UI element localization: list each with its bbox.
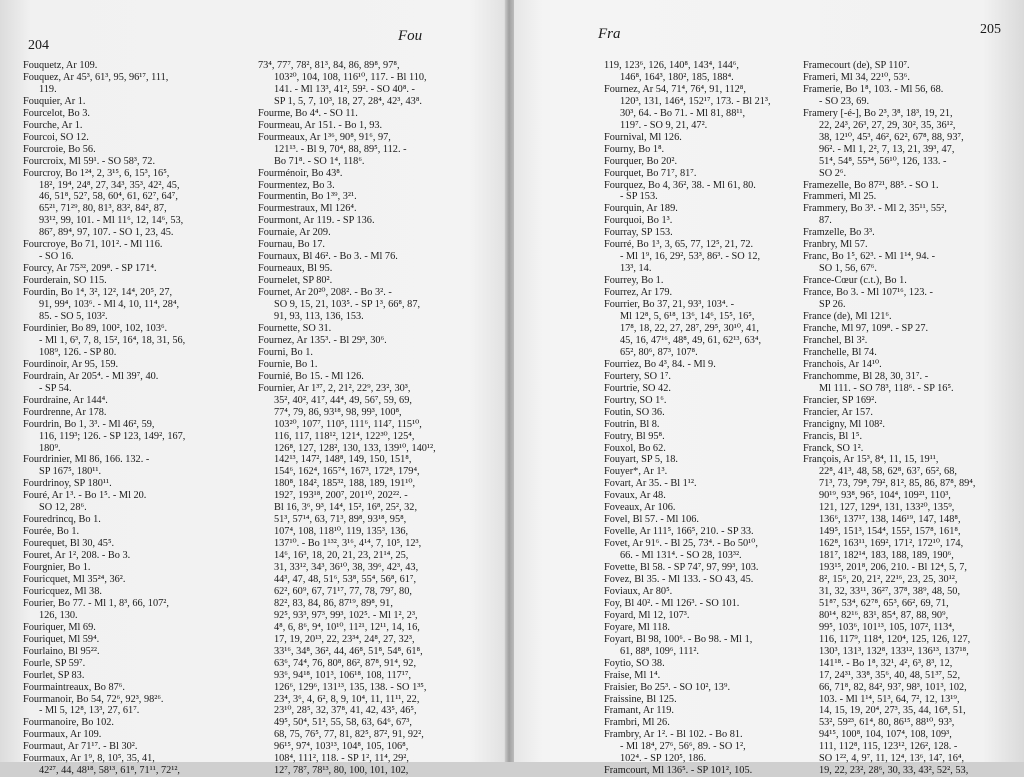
index-entry: Fournival, Ml 126. [604,131,682,143]
index-entry-continuation: 65²¹, 71²⁹, 80, 81³, 83², 84², 87, [39,203,167,215]
index-entry: Framcourt, Ml 136⁵. - SP 101², 105. [604,765,753,777]
index-entry-continuation: - SP 153. [620,191,658,203]
index-entry-continuation: 31, 32, 33¹¹, 36²⁷, 37⁸, 38⁹, 48, 50, [819,585,961,597]
index-entry: Fovette, Bl 58. - SP 74⁷, 97, 99³, 103. [604,562,759,574]
index-entry-continuation: Ml 111. - SO 78³, 118⁶. - SP 16⁵. [819,382,954,394]
index-entry: Fournau, Bo 17. [258,239,325,251]
index-entry: Fourdinoir, Ar 95, 159. [23,358,119,370]
index-entry: Fourmeaux, Ar 1³⁶, 90⁸, 91⁶, 97, [258,131,391,143]
index-entry: Fourmaux, Ar 109. [23,729,102,741]
index-entry-continuation: SO 2⁶. [819,167,847,179]
index-entry-continuation: 71³, 73, 79⁸, 79², 81², 85, 86, 87⁸, 89⁴, [819,478,976,490]
index-entry: Francier, SP 169². [803,394,877,406]
index-entry-continuation: 116, 117⁹, 118⁴, 120⁴, 125, 126, 127, [819,633,971,645]
index-entry: Fourier, Bo 77. - Ml 1, 8³, 66, 107², [23,597,169,609]
index-entry: Foyard, Ml 12, 107³. [604,609,690,621]
index-entry: Fourmaux, Ar 1⁹, 8, 10⁵, 35, 41, [23,753,155,765]
book-gutter [505,0,514,762]
index-entry-continuation: 18², 19⁴, 24⁸, 27, 34³, 35³, 42², 45, [39,179,180,191]
index-entry-continuation: 96². - Ml 1, 2², 7, 13, 21, 39³, 47, [819,143,955,155]
index-column-2 [258,60,501,777]
index-entry: Fourdin, Bo 1⁴, 3², 12², 14⁴, 20⁵, 27, [23,287,173,299]
index-entry: Fournette, SO 31. [258,322,332,334]
index-entry-continuation: 51³, 57¹⁴, 63, 71³, 89⁸, 93¹⁸, 95⁸, [274,514,407,526]
index-entry: Francigny, Ml 108². [803,418,885,430]
index-entry-continuation: 93¹², 99, 101. - Ml 11⁶, 12, 14⁶, 53, [39,215,184,227]
index-entry-continuation: 17, 24³¹, 33⁸, 35⁶, 40, 48, 51³⁷, 52, [819,669,961,681]
index-entry: Fouredrincq, Bo 1. [23,514,101,526]
index-entry-continuation: 30³, 64. - Bo 71. - Ml 81, 88¹¹, [620,107,746,119]
index-entry-continuation: 19, 22, 23², 28⁶, 30, 33, 43², 52², 53, [819,765,969,777]
index-entry: Foutrin, Bl 8. [604,418,660,430]
index-entry: Fournié, Bo 15. - Ml 126. [258,370,364,382]
index-entry: Fovelle, Ar 111⁵, 166⁵, 210. - SP 33. [604,526,754,538]
index-entry-continuation: 66. - Ml 131⁴. - SO 28, 103³². [620,550,742,562]
index-entry-continuation: 136⁶, 137¹⁷, 138, 146¹⁹, 147, 148⁸, [819,514,961,526]
index-entry: Francier, Ar 157. [803,406,873,418]
index-entry: Fournet, Ar 20²⁰, 208². - Bo 3². - [258,287,392,299]
index-entry-continuation: 65², 80⁶, 87³, 107⁸. [620,346,698,358]
index-entry: Fournie, Bo 1. [258,358,318,370]
index-entry: Fovet, Ar 91⁶. - Bl 25, 73⁴. - Bo 50¹⁰, [604,538,758,550]
index-entry-continuation: 108⁹, 126. - SP 80. [39,346,117,358]
index-entry: Fouricquez, Ml 38. [23,585,102,597]
index-entry: Framant, Ar 119. [604,705,674,717]
index-entry-continuation: 33¹⁶, 34⁸, 36², 44, 46⁸, 51⁸, 54⁸, 61⁸, [274,645,423,657]
index-entry: Frambri, Ml 26. [604,717,670,729]
index-entry-continuation: 23¹⁰, 28⁵, 32, 37⁸, 41, 42, 43⁵, 46⁵, [274,705,417,717]
index-entry: Framzelle, Bo 3³. [803,227,875,239]
index-entry-continuation: SP 167⁵, 180¹¹. [39,466,102,478]
index-entry-continuation: SO 1²², 4, 9⁷, 11, 12⁴, 13⁶, 14⁷, 16⁴, [819,753,965,765]
index-entry-continuation: 80¹⁴, 82¹⁶, 83¹, 85⁴, 87, 88, 90⁹, [819,609,949,621]
index-entry-continuation: SO 9, 15, 21, 103⁵. - SP 1³, 66⁸, 87, [274,299,421,311]
index-entry: Fourquet, Bo 71⁷, 81⁷. [604,167,697,179]
index-entry-continuation: 53², 59²³, 61⁴, 80, 86¹⁵, 88¹⁰, 93³, [819,717,955,729]
index-entry-continuation: SO 1, 56, 67⁶. [819,263,877,275]
index-entry: Foy, Bl 40². - Ml 126³. - SO 101. [604,597,740,609]
index-entry-continuation: 13³, 14. [620,263,652,275]
index-entry: Frambry, Ar 1². - Bl 102. - Bo 81. [604,729,743,741]
index-entry: Fouyart, SP 5, 18. [604,454,678,466]
index-entry-continuation: 22⁸, 41³, 48, 58, 62⁸, 63⁷, 65², 68, [819,466,957,478]
index-entry: Fourderain, SO 115. [23,275,107,287]
index-entry: Fouquez, Ar 45³, 61³, 95, 96¹⁷, 111, [23,71,169,83]
index-entry: Fournelet, SP 80². [258,275,333,287]
index-entry-continuation: 126⁶, 129⁶, 131¹³, 135, 138. - SO 1³⁵, [274,681,427,693]
index-entry: Frammeri, Ml 25. [803,191,877,203]
left-page [0,0,505,777]
index-entry: François, Ar 15³, 8⁴, 11, 15, 19¹¹, [803,454,939,466]
index-entry: Fourmentin, Bo 1³⁹, 3²¹. [258,191,357,203]
index-entry-continuation: 92⁵, 93³, 97³, 99³, 102⁵. - Ml 1², 2³, [274,609,418,621]
index-entry: Fourdrain, Ar 205⁴. - Ml 39⁷, 40. [23,370,159,382]
index-entry-continuation: 141. - Ml 13³, 41², 59². - SO 40⁸. - [274,83,415,95]
index-entry-continuation: 51⁴, 54⁸, 55³⁴, 56¹⁰, 126, 133. - [819,155,947,167]
index-entry-continuation: 44³, 47, 48, 51⁶, 53⁸, 55⁴, 56⁸, 61⁷, [274,573,417,585]
index-entry: Fournez, Ar 135³. - Bl 29³, 30⁶. [258,334,387,346]
index-entry: Fourgnier, Bo 1. [23,562,91,574]
index-entry-continuation: - Ml 1⁹, 16, 29², 53³, 86³. - SO 12, [620,251,761,263]
index-entry-continuation: 111, 112⁸, 115, 123¹², 126², 128. - [819,741,958,753]
index-entry: Fourlet, SP 83. [23,669,85,681]
index-entry: Fraisier, Bo 25³. - SO 10², 13⁹. [604,681,731,693]
index-entry: Franchelle, Bl 74. [803,346,877,358]
running-head: Fra [598,26,621,42]
index-entry: Fourmestraux, Ml 126⁴. [258,203,357,215]
index-entry: Fourny, Bo 1⁸. [604,143,665,155]
index-entry: Framery [-é-], Bo 2³, 3⁸, 18³, 19, 21, [803,107,953,119]
index-entry-continuation: - Ml 1, 6³, 7, 8, 15², 16⁴, 18, 31, 56, [39,334,186,346]
index-entry-continuation: 103. - Ml 1¹⁴, 51³, 64, 7², 12, 13¹⁹, [819,693,960,705]
index-entry-continuation: 120³, 131, 146⁴, 152¹⁷, 173. - Bl 21³, [620,95,771,107]
index-entry: Framezelle, Bo 87²¹, 88⁵. - SO 1. [803,179,939,191]
index-entry-continuation: 91, 99⁴, 103⁶. - Ml 4, 10, 11⁴, 28⁴, [39,299,180,311]
index-entry: Fourmanoire, Bo 102. [23,717,114,729]
index-entry-continuation: 51⁸⁷, 53⁴, 62⁷⁸, 65³, 66², 69, 71, [819,597,949,609]
running-head: Fou [398,28,423,44]
index-entry: Frammery, Bo 3³. - Ml 2, 35¹¹, 55², [803,203,947,215]
index-entry-continuation: 66, 71⁸, 82, 84², 93⁷, 98³, 101³, 102, [819,681,967,693]
index-entry: Fourcroix, Ml 59¹. - SO 58³, 72. [23,155,156,167]
index-entry: 119, 123⁶, 126, 140⁸, 143⁴, 144⁶, [604,60,739,71]
index-entry-continuation: 96¹⁵, 97⁴, 103¹³, 104⁸, 105, 106⁸, [274,741,409,753]
index-entry: Fourriez, Bo 4³, 84. - Ml 9. [604,358,716,370]
index-entry-continuation: 154⁶, 162⁴, 165⁷⁴, 167³, 172⁸, 179⁴, [274,466,420,478]
index-entry-continuation: 119⁷. - SO 9, 21, 47². [620,119,708,131]
index-entry: Fourneaux, Bl 95. [258,263,333,275]
index-entry-continuation: 46, 51⁸, 52⁷, 58, 60⁴, 61, 62⁷, 64⁷, [39,191,178,203]
index-entry: Fourmanoir, Bo 54, 72⁶, 92³, 98²⁶. [23,693,164,705]
page-number: 204 [28,38,49,53]
index-entry: Fourche, Ar 1. [23,119,83,131]
index-entry-continuation: 94¹⁵, 100⁸, 104, 107⁴, 108, 109³, [819,729,952,741]
index-entry-continuation: 17, 19, 20¹³, 22, 23³⁴, 24⁸, 27, 32³, [274,633,415,645]
index-entry-continuation: 102⁴. - SP 120⁵, 186. [620,753,707,765]
index-entry: Fournez, Ar 54, 71⁴, 76⁴, 91, 112⁸, [604,83,746,95]
index-entry: Franchel, Bl 3². [803,334,868,346]
index-entry: Fraise, Ml 1⁴. [604,669,661,681]
index-entry-continuation: 116, 117, 118¹², 121⁴, 122³⁰, 125⁴, [274,430,415,442]
index-entry: Foutry, Bl 95⁸. [604,430,665,442]
index-entry: Fourquoi, Bo 1³. [604,215,673,227]
index-entry: Fourré, Bo 1³, 3, 65, 77, 12⁵, 21, 72. [604,239,754,251]
index-column-4 [803,60,1021,777]
index-entry-continuation: 45, 16, 47¹⁶, 48⁸, 49, 61, 62¹³, 63⁴, [620,334,762,346]
index-entry: Foyare, Ml 118. [604,621,670,633]
index-entry: Fourcroye, Bo 71, 101². - Ml 116. [23,239,163,251]
index-entry-continuation: 14⁶, 16³, 18, 20, 21, 23, 21¹⁴, 25, [274,550,409,562]
index-entry: Franchois, Ar 14¹⁰. [803,358,882,370]
index-entry: Fourray, SP 153. [604,227,673,239]
index-entry-continuation: 103²⁰, 104, 108, 116¹⁰, 117. - Bl 110, [274,71,427,83]
index-entry-continuation: 35², 40², 41⁷, 44⁴, 49, 56⁷, 59, 69, [274,394,412,406]
index-entry: Fourdraine, Ar 144⁴. [23,394,108,406]
index-entry-continuation: 130³, 131³, 132⁸, 133¹², 136¹³, 137¹⁸, [819,645,969,657]
index-entry: Fourmont, Ar 119. - SP 136. [258,215,375,227]
index-entry: Franck, SO 1². [803,442,864,454]
index-entry: Fourdinier, Bo 89, 100², 102, 103⁶. [23,322,168,334]
index-entry-continuation: Bl 16, 3⁶, 9³, 14⁴, 15², 16⁸, 25², 32, [274,502,418,514]
index-entry: Fourcroie, Bo 56. [23,143,96,155]
index-entry: Fouré, Ar 1³. - Bo 1⁵. - Ml 20. [23,490,147,502]
index-entry-continuation: 108⁴, 111², 118. - SP 1², 11⁴, 29², [274,753,409,765]
index-entry-continuation: 23⁴, 3⁶, 4, 6², 8, 9, 10⁴, 11, 11¹¹, 22, [274,693,420,705]
index-entry: Fouriquet, Ml 59⁴. [23,633,100,645]
index-entry: Fourtery, SO 1⁷. [604,370,671,382]
index-entry: Fourle, SP 59⁷. [23,657,86,669]
index-entry-continuation: - SO 23, 69. [819,95,870,107]
index-entry-continuation: - SP 54. [39,382,72,394]
index-entry: Fourdrinoy, SP 180¹¹. [23,478,112,490]
index-entry: Fourtrie, SO 42. [604,382,671,394]
index-entry: Fourmaut, Ar 71¹⁷. - Bl 30². [23,741,138,753]
index-entry: France, Bo 3. - Ml 107¹⁶, 123. - [803,287,933,299]
index-entry: Fovart, Ar 35. - Bl 1¹². [604,478,697,490]
index-entry-continuation: SP 1, 5, 7, 10³, 18, 27, 28⁴, 42³, 43⁸. [274,95,422,107]
index-entry-continuation: 62², 60⁹, 67, 71¹⁷, 77, 78, 79⁷, 80, [274,585,412,597]
index-entry: Foviaux, Ar 80⁵. [604,585,673,597]
index-entry: Fraissine, Bl 125. [604,693,677,705]
index-entry-continuation: 141¹⁸. - Bo 1⁸, 32¹, 4², 6³, 8³, 12, [819,657,953,669]
index-entry-continuation: 17⁸, 18, 22, 27, 28⁷, 29⁵, 30¹⁰, 41, [620,322,759,334]
index-entry-continuation: 126, 130. [39,609,78,621]
index-entry-continuation: 137¹⁰. - Bo 1¹³², 3¹⁶, 4¹⁴, 7, 10⁵, 12³, [274,538,422,550]
index-entry: France (de), Ml 121⁶. [803,311,892,323]
index-entry: Fovez, Bl 35. - Ml 133. - SO 43, 45. [604,573,754,585]
index-entry-continuation: SO 12, 28⁶. [39,502,87,514]
index-entry: Framerie, Bo 1⁸, 103. - Ml 56, 68. [803,83,944,95]
index-entry-continuation: 103²⁰, 107⁷, 110⁵, 111⁶, 114⁷, 115¹⁰, [274,418,422,430]
index-entry-continuation: 49⁵, 50⁴, 51², 55, 58, 63, 64⁶, 67³, [274,717,412,729]
index-entry: Franc, Bo 1⁵, 62³. - Ml 1¹⁴, 94. - [803,251,936,263]
index-entry-continuation: 8², 15⁶, 20, 21², 22¹⁶, 23, 25, 30¹², [819,573,958,585]
index-entry: France-Cœur (c.t.), Bo 1. [803,275,907,287]
index-entry-continuation: 93⁶, 94¹⁸, 101³, 106¹⁸, 108, 117¹⁷, [274,669,412,681]
index-entry-continuation: 119. [39,83,57,95]
page-number: 205 [980,22,1001,37]
index-entry: Francis, Bl 1⁵. [803,430,863,442]
index-entry: Foutin, SO 36. [604,406,665,418]
index-entry-continuation: 4⁸, 6, 8⁶, 9⁴, 10¹⁰, 11²¹, 12¹¹, 14, 16, [274,621,420,633]
index-entry: Fourcroy, Bo 1²⁴, 2, 3¹⁵, 6, 15³, 16⁵, [23,167,170,179]
index-entry-continuation: 181⁷, 182¹⁴, 183, 188, 189, 190⁶, [819,550,954,562]
index-entry-continuation: 180⁹. [39,442,61,454]
index-entry-continuation: 142¹³, 147², 148⁸, 149, 150, 151⁸, [274,454,412,466]
index-entry-continuation: - Ml 18⁴, 27⁶, 56⁶, 89. - SO 1², [620,741,746,753]
index-entry-continuation: - Ml 5, 12⁸, 13³, 27, 61⁷. [39,705,140,717]
index-entry: Fourmentez, Bo 3. [258,179,335,191]
index-entry: Fourmaintreaux, Bo 87⁶. [23,681,125,693]
index-entry: Fourrez, Ar 179. [604,287,673,299]
index-entry: Fouquier, Ar 1. [23,95,86,107]
index-entry-continuation: 91, 93, 113, 136, 153. [274,311,364,323]
index-entry-continuation: 86⁷, 89⁴, 97, 107. - SO 1, 23, 45. [39,227,174,239]
index-entry-continuation: 42²⁷, 44, 48¹⁸, 58¹³, 61⁸, 71¹¹, 72¹², [39,765,181,777]
index-entry-continuation: 90¹⁹, 93⁸, 96⁵, 104⁴, 109²¹, 110³, [819,490,951,502]
index-entry: Franche, Ml 97, 109⁸. - SP 27. [803,322,929,334]
index-entry: Fourménoir, Bo 43⁸. [258,167,343,179]
index-entry-continuation: 77⁴, 79, 86, 93¹⁸, 98, 99³, 100⁸, [274,406,402,418]
index-entry-continuation: 85. - SO 5, 103². [39,311,108,323]
index-entry: Fourequet, Bl 30, 45⁵. [23,538,115,550]
index-entry: Fourrey, Bo 1. [604,275,664,287]
index-entry: Fourmeau, Ar 151. - Bo 1, 93. [258,119,383,131]
index-entry: Frameri, Ml 34, 22¹⁰, 53⁶. [803,71,910,83]
index-entry: Fouquetz, Ar 109. [23,60,98,71]
index-entry: Fouricquet, Ml 35²⁴, 36². [23,573,126,585]
index-entry: Foyart, Bl 98, 100⁶. - Bo 98. - Ml 1, [604,633,753,645]
index-entry: Fourme, Bo 4⁴. - SO 11. [258,107,358,119]
index-entry-continuation: Ml 12⁸, 5, 6¹⁸, 13⁶, 14⁶, 15⁵, 16⁵, [620,311,755,323]
index-entry-continuation: 180⁸, 184², 185³², 188, 189, 191¹⁰, [274,478,416,490]
index-entry: Fournaux, Bl 46². - Bo 3. - Ml 76. [258,251,398,263]
index-entry: Fourdrenne, Ar 178. [23,406,107,418]
index-entry-continuation: 63⁶, 74⁴, 76, 80⁸, 86², 87⁸, 91⁴, 92, [274,657,417,669]
index-entry: Fouret, Ar 1², 208. - Bo 3. [23,550,131,562]
index-entry: Fourrier, Bo 37, 21, 93³, 103⁴. - [604,299,735,311]
index-entry: Fourcelot, Bo 3. [23,107,90,119]
index-entry-continuation: 14, 15, 19, 20⁴, 27³, 35, 44, 16⁸, 51, [819,705,966,717]
index-entry-continuation: 99⁵, 103⁶, 101¹³, 105, 107², 113⁴, [819,621,955,633]
index-entry: Fourcy, Ar 75³², 209⁸. - SP 171⁴. [23,263,157,275]
index-entry: Fouxol, Bo 62. [604,442,666,454]
index-entry: Fouriquer, Ml 69. [23,621,96,633]
index-entry: Foytio, SO 38. [604,657,665,669]
index-entry: Fourdrinier, Ml 86, 166. 132. - [23,454,150,466]
index-entry-continuation: 12⁷, 78⁷, 78¹³, 80, 100, 101, 102, [274,765,409,777]
index-entry-continuation: Bo 71⁸. - SO 1⁴, 118⁶. [274,155,365,167]
index-entry-continuation: 126⁸, 127, 128², 130, 133, 139¹⁰, 140¹², [274,442,436,454]
index-entry: Fovaux, Ar 48. [604,490,666,502]
index-entry-continuation: 162⁸, 163¹¹, 169², 171², 172¹⁰, 174, [819,538,964,550]
index-entry-continuation: 193¹⁵, 201⁸, 206, 210. - Bl 12⁴, 5, 7, [819,562,968,574]
index-entry: Fourquer, Bo 20². [604,155,678,167]
index-column-1 [23,60,248,777]
index-entry: Franchomme, Bl 28, 30, 31⁷. - [803,370,929,382]
index-entry-continuation: 87. [819,215,832,227]
index-entry-continuation: 68, 75, 76⁵, 77, 81, 82⁵, 87², 91, 92², [274,729,424,741]
index-entry: Fourcoi, SO 12. [23,131,89,143]
index-entry-continuation: 121, 127, 129⁴, 131, 133²⁰, 135⁹, [819,502,955,514]
index-entry: Fourtry, SO 1⁶. [604,394,667,406]
index-entry: Fourdrin, Bo 1, 3³. - Ml 46², 59, [23,418,155,430]
right-page [514,0,1024,777]
index-entry-continuation: 121¹³. - Bl 9, 70⁴, 88, 89⁵, 112. - [274,143,407,155]
index-entry: Fourlaino, Bl 95²². [23,645,100,657]
index-entry-continuation: 192⁷, 193¹⁸, 200⁷, 201¹⁰, 202²². - [274,490,408,502]
index-entry: Fourni, Bo 1. [258,346,313,358]
index-entry-continuation: 116, 119³; 126. - SP 123, 149², 167, [39,430,186,442]
index-entry-continuation: - SO 16. [39,251,74,263]
index-entry: Franbry, Ml 57. [803,239,868,251]
index-column-3 [604,60,804,777]
index-entry-continuation: 31, 33¹², 34³, 36¹⁰, 38, 39⁶, 42³, 43, [274,562,419,574]
index-entry: Fourquez, Bo 4, 36², 38. - Ml 61, 80. [604,179,756,191]
index-entry-continuation: 38, 12¹⁰, 45³, 46², 62², 67⁸, 88, 93⁷, [819,131,964,143]
index-entry: Fourée, Bo 1. [23,526,80,538]
index-entry: Fourquin, Ar 189. [604,203,678,215]
index-entry: Fournaie, Ar 209. [258,227,331,239]
index-entry-continuation: 22, 24³, 26³, 27, 29, 30², 35, 36¹², [819,119,956,131]
index-entry-continuation: SP 26. [819,299,846,311]
index-entry-continuation: 146⁸, 164³, 180², 185, 188⁴. [620,71,734,83]
index-entry-continuation: 107⁴, 108, 118¹⁰, 119, 135³, 136, [274,526,409,538]
index-entry: Fournier, Ar 1³⁷, 2, 21², 22⁹, 23², 30³, [258,382,411,394]
index-entry: Foveaux, Ar 106. [604,502,676,514]
index-entry: 73⁴, 77⁷, 78², 81³, 84, 86, 89⁸, 97⁸, [258,60,400,71]
index-entry: Fouyer*, Ar 1³. [604,466,668,478]
index-entry-continuation: 149⁵, 151³, 154⁴, 155², 157⁸, 161⁸, [819,526,961,538]
index-entry-continuation: 82², 83, 84, 86, 87¹⁹, 89⁸, 91, [274,597,393,609]
index-entry: Fovel, Bl 57. - Ml 106. [604,514,699,526]
index-entry-continuation: 61, 88⁸, 109⁶, 111². [620,645,700,657]
index-entry: Framecourt (de), SP 110⁷. [803,60,910,71]
